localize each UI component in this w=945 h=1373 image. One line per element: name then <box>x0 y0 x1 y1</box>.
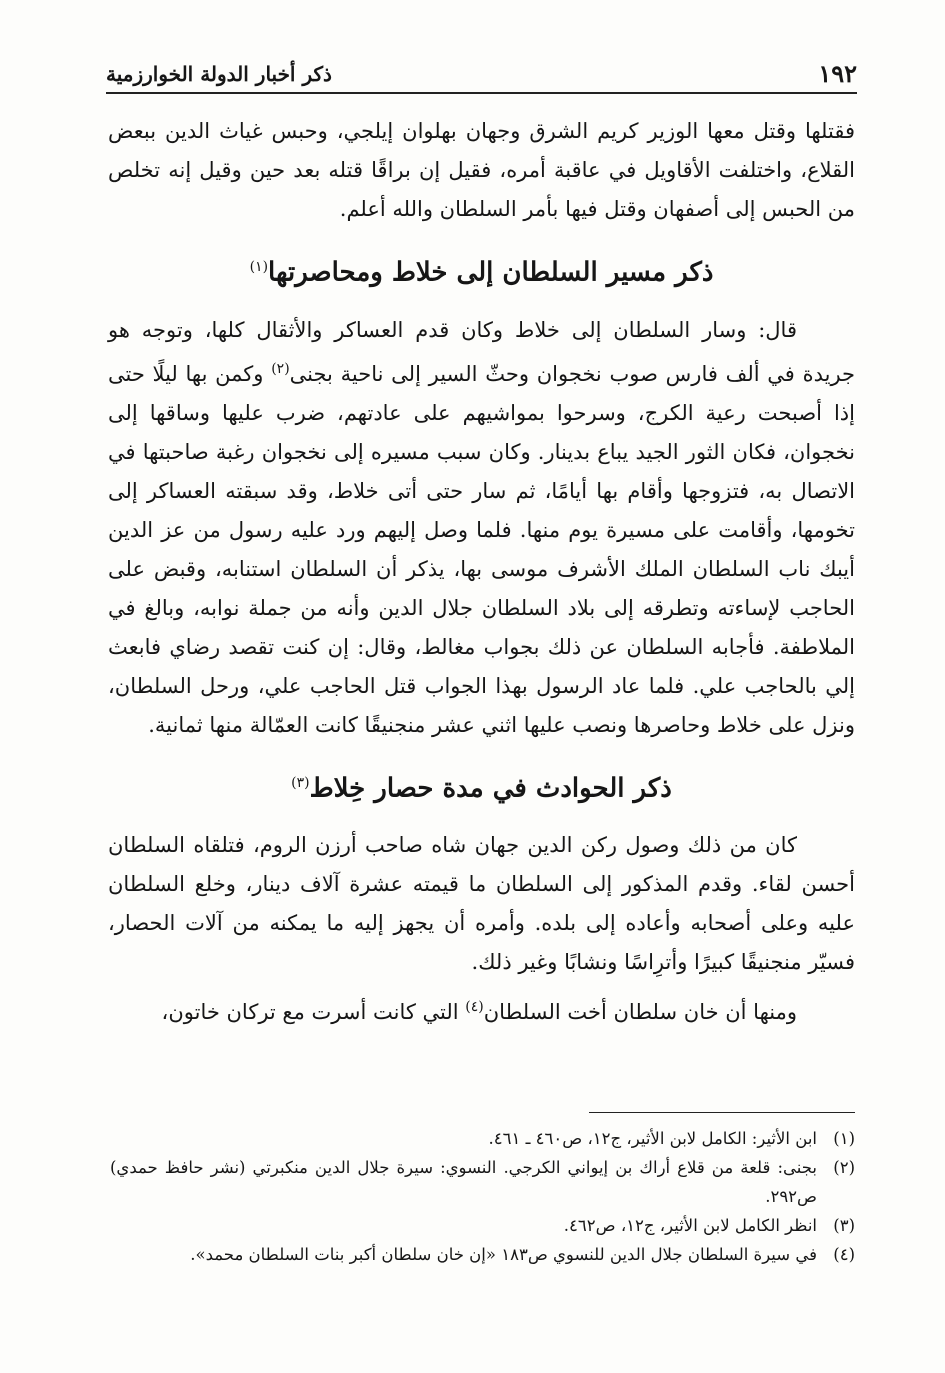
main-text <box>108 112 855 1032</box>
footnote-text: انظر الكامل لابن الأثير، ج١٢، ص٤٦٢. <box>563 1216 817 1235</box>
paragraph-4 <box>108 988 855 1032</box>
paragraph-2-part-a: قال: وسار السلطان إلى خلاط وكان قدم العساكر والأثقال كلها، وتوجه هو جريدة في ألف فارس صوب نخجوان وحثّ السير إلى ناحية بجنى <box>108 317 856 386</box>
running-title: ذكر أخبار الدولة الخوارزمية <box>106 62 332 86</box>
footnote-text: في سيرة السلطان جلال الدين للنسوي ص١٨٣ «إن خان سلطان أكبر بنات السلطان محمد». <box>190 1245 817 1264</box>
section-heading-2-text: ذكر الحوادث في مدة حصار خِلاط <box>309 773 672 804</box>
footnote-ref-2: (٢) <box>271 360 290 377</box>
footnote-number: (٤) <box>833 1245 855 1264</box>
section-heading-1-text: ذكر مسير السلطان إلى خلاط ومحاصرتها <box>268 257 714 288</box>
paragraph-1: فقتلها وقتل معها الوزير كريم الشرق وجهان بهلوان إيلجي، وحبس غياث الدين ببعض القلاع، واختلفت الأقاويل في عاقبة أمره، فقيل إن براقًا قتله بعد حين وقيل إنه تخلص من الحبس إلى أصفهان وقتل فيها بأمر السلطان والله أعلم. <box>108 119 855 221</box>
page-number: ١٩٢ <box>818 59 857 88</box>
footnote-number: (٣) <box>833 1216 855 1235</box>
paragraph-2-part-b: وكمن بها ليلًا حتى إذا أصبحت رعية الكرج، وسرحوا بمواشيهم على عادتهم، ضرب عليها وساقها إلى نخجوان، فكان الثور الجيد يباع بدينار. وكان سبب مسيره إلى نخجوان رغبة صاحبتها في الاتصال به، فتزوجها وأقام بها أيامًا، ثم سار حتى أتى خلاط، وقد سبقته العساكر إلى تخومها، وأقامت على مسيرة يوم منها. فلما وصل إليهم ورد عليه رسول من عز الدين أيبك ناب السلطان الملك الأشرف موسى بها، يذكر أن السلطان استنابه، وقبض على الحاجب لإساءته وتطرقه إلى بلاد السلطان جلال الدين وأنه من جملة نوابه، وبالغ في الملاطفة. فأجابه السلطان عن ذلك بجواب مغالط، وقال: إن كنت تقصد رضاي فابعث إلي بالحاجب علي. فلما عاد الرسول بهذا الجواب قتل الحاجب علي، ورحل السلطان، ونزل على خلاط وحاصرها ونصب عليها اثني عشر منجنيقًا كانت العمّالة منها ثمانية. <box>108 361 855 737</box>
footnote-4 <box>110 1240 855 1269</box>
running-header <box>106 56 857 94</box>
footnotes <box>110 1124 855 1269</box>
paragraph-3: كان من ذلك وصول ركن الدين جهان شاه صاحب أرزن الروم، فتلقاه السلطان أحسن لقاء. وقدم المذكور إلى السلطان ما قيمته عشرة آلاف دينار، وخلع السلطان عليه وعلى أصحابه وأعاده إلى بلده. وأمره أن يجهز إليه ما يمكنه من آلات الحصار، فسيّر منجنيقًا كبيرًا وأترِاسًا ونشابًا وغير ذلك. <box>108 833 855 975</box>
footnote-number: (٢) <box>833 1158 855 1177</box>
paragraph-4-part-b: التي كانت أسرت مع تركان خاتون، <box>161 1000 466 1025</box>
footnote-2 <box>110 1153 855 1211</box>
footnote-3 <box>110 1211 855 1240</box>
section-heading-1 <box>108 243 855 297</box>
footnote-separator <box>589 1112 855 1113</box>
footnote-number: (١) <box>833 1129 855 1148</box>
footnote-1 <box>110 1124 855 1153</box>
footnote-text: بجنى: قلعة من قلاع أراك بن إيواني الكرجي. النسوي: سيرة جلال الدين منكبرتي (نشر حافظ حمدي) ص٢٩٢. <box>110 1158 817 1206</box>
footnote-ref-1: (١) <box>249 259 269 275</box>
footnote-ref-4: (٤) <box>465 999 484 1016</box>
paragraph-4-part-a: ومنها أن خان سلطان أخت السلطان <box>483 1000 797 1025</box>
paragraph-2 <box>108 311 855 745</box>
section-heading-2 <box>108 759 855 813</box>
footnote-ref-3: (٣) <box>291 774 310 791</box>
footnote-text: ابن الأثير: الكامل لابن الأثير، ج١٢، ص٤٦٠ ـ ٤٦١. <box>488 1129 817 1148</box>
